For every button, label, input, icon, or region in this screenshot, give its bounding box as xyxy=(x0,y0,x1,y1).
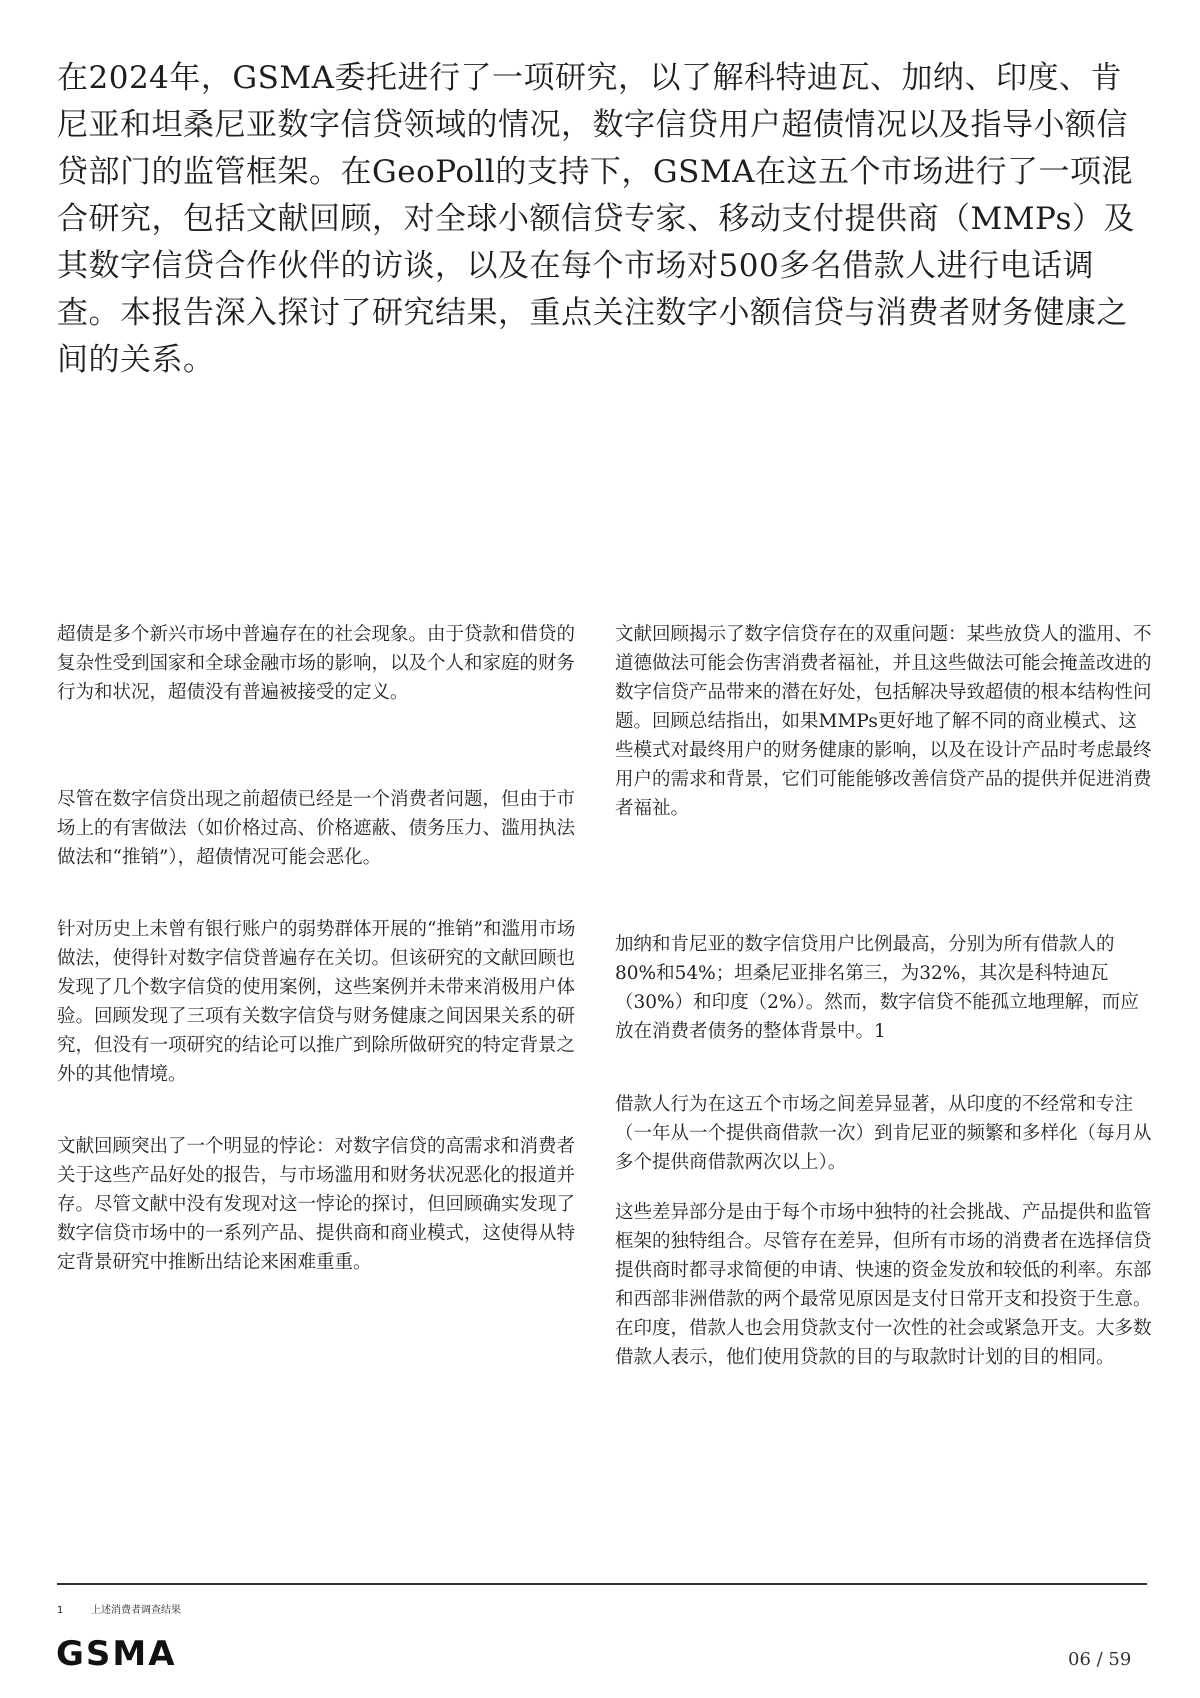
footnote-text: 上述消费者调查结果 xyxy=(91,1605,181,1616)
footer-divider xyxy=(57,1583,1147,1585)
right-paragraph-3: 借款人行为在这五个市场之间差异显著，从印度的不经常和专注（一年从一个提供商借款一次）到肯尼亚的频繁和多样化（每月从多个提供商借款两次以上）。 xyxy=(615,1094,1152,1173)
left-paragraph-4: 文献回顾突出了一个明显的悖论：对数字信贷的高需求和消费者关于这些产品好处的报告，与市场滥用和财务状况恶化的报道并存。尽管文献中没有发现对这一悖论的探讨，但回顾确实发现了数字信贷市场中的一系列产品、提供商和商业模式，这使得从特定背景研究中推断出结论来困难重重。 xyxy=(57,1136,576,1273)
left-paragraph-3: 针对历史上未曾有银行账户的弱势群体开展的“推销”和滥用市场做法，使得针对数字信贷普遍存在关切。但该研究的文献回顾也发现了几个数字信贷的使用案例，这些案例并未带来消极用户体验。回顾发现了三项有关数字信贷与财务健康之间因果关系的研究，但没有一项研究的结论可以推广到除所做研究的特定背景之外的其他情境。 xyxy=(57,919,576,1085)
left-paragraph-1: 超债是多个新兴市场中普遍存在的社会现象。由于贷款和借贷的复杂性受到国家和全球金融市场的影响，以及个人和家庭的财务行为和状况，超债没有普遍被接受的定义。 xyxy=(57,624,576,703)
footnote-number: 1 xyxy=(57,1605,64,1616)
right-paragraph-1: 文献回顾揭示了数字信贷存在的双重问题：某些放贷人的滥用、不道德做法可能会伤害消费者福祉，并且这些做法可能会掩盖改进的数字信贷产品带来的潜在好处，包括解决导致超债的根本结构性问题。回顾总结指出，如果MMPs更好地了解不同的商业模式、这些模式对最终用户的财务健康的影响，以及在设计产品时考虑最终用户的需求和背景，它们可能能够改善信贷产品的提供并促进消费者福祉。 xyxy=(615,624,1152,819)
left-paragraph-2: 尽管在数字信贷出现之前超债已经是一个消费者问题，但由于市场上的有害做法（如价格过高、价格遮蔽、债务压力、滥用执法做法和“推销”），超债情况可能会恶化。 xyxy=(57,789,576,868)
right-paragraph-2: 加纳和肯尼亚的数字信贷用户比例最高，分别为所有借款人的80%和54%；坦桑尼亚排名第三，为32%，其次是科特迪瓦（30%）和印度（2%）。然而，数字信贷不能孤立地理解，而应放在消费者债务的整体背景中。1 xyxy=(615,934,1139,1042)
page-number: 06 / 59 xyxy=(1068,1649,1132,1670)
gsma-logo: GSMA xyxy=(56,1634,177,1674)
footnote xyxy=(57,1604,181,1618)
right-paragraph-4: 这些差异部分是由于每个市场中独特的社会挑战、产品提供和监管框架的独特组合。尽管存在差异，但所有市场的消费者在选择信贷提供商时都寻求简便的申请、快速的资金发放和较低的利率。东部和西部非洲借款的两个最常见原因是支付日常开支和投资于生意。在印度，借款人也会用贷款支付一次性的社会或紧急开支。大多数借款人表示，他们使用贷款的目的与取款时计划的目的相同。 xyxy=(615,1202,1152,1368)
intro-paragraph: 在2024年，GSMA委托进行了一项研究，以了解科特迪瓦、加纳、印度、肯尼亚和坦桑尼亚数字信贷领域的情况，数字信贷用户超债情况以及指导小额信贷部门的监管框架。在GeoPoll的支持下，GSMA在这五个市场进行了一项混合研究，包括文献回顾，对全球小额信贷专家、移动支付提供商（MMPs）及其数字信贷合作伙伴的访谈，以及在每个市场对500多名借款人进行电话调查。本报告深入探讨了研究结果，重点关注数字小额信贷与消费者财务健康之间的关系。 xyxy=(57,60,1135,378)
